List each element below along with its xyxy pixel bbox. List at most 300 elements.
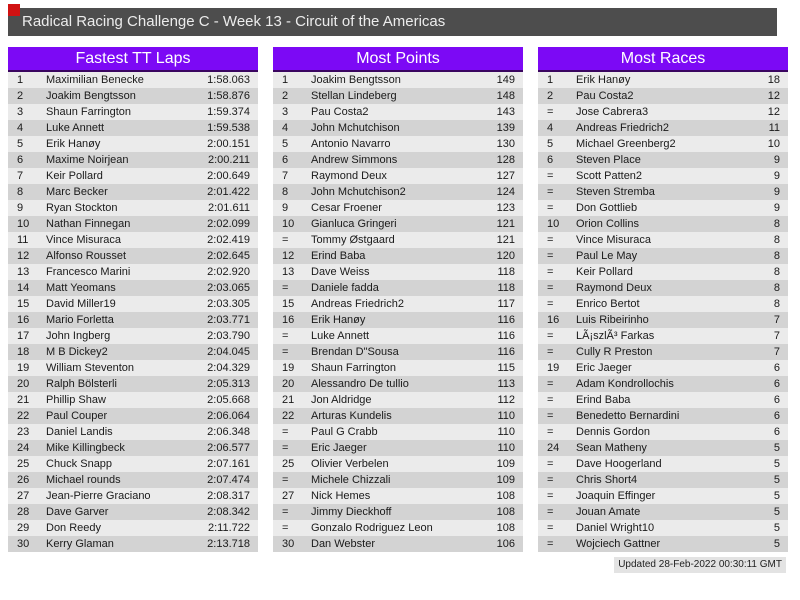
driver-name-cell: Olivier Verbelen xyxy=(311,458,389,470)
rank-cell: 4 xyxy=(17,122,24,134)
rank-cell: 4 xyxy=(547,122,554,134)
table-row xyxy=(538,328,788,344)
rank-cell: = xyxy=(282,330,289,342)
table-row xyxy=(273,216,523,232)
rank-cell: = xyxy=(547,202,554,214)
rank-cell: = xyxy=(547,170,554,182)
table-row xyxy=(273,520,523,536)
driver-name-cell: Eric Jaeger xyxy=(576,362,632,374)
driver-name-cell: Arturas Kundelis xyxy=(311,410,392,422)
table-row xyxy=(8,88,258,104)
driver-name-cell: Dennis Gordon xyxy=(576,426,650,438)
value-cell: 10 xyxy=(767,138,780,150)
rank-cell: = xyxy=(547,234,554,246)
value-cell: 2:00.649 xyxy=(207,170,250,182)
driver-name-cell: Tommy Østgaard xyxy=(311,234,395,246)
driver-name-cell: Dave Garver xyxy=(46,506,109,518)
driver-name-cell: Raymond Deux xyxy=(576,282,652,294)
table-row xyxy=(273,504,523,520)
rank-cell: 12 xyxy=(282,250,295,262)
driver-name-cell: Erind Baba xyxy=(311,250,366,262)
driver-name-cell: Chuck Snapp xyxy=(46,458,113,470)
table-row xyxy=(538,264,788,280)
table-row xyxy=(538,200,788,216)
page-title: Radical Racing Challenge C - Week 13 - Circuit of the Americas xyxy=(22,13,446,30)
rank-cell: 20 xyxy=(282,378,295,390)
table-row xyxy=(538,168,788,184)
value-cell: 6 xyxy=(773,410,780,422)
driver-name-cell: Nathan Finnegan xyxy=(46,218,131,230)
driver-name-cell: Jose Cabrera3 xyxy=(576,106,649,118)
driver-name-cell: Kerry Glaman xyxy=(46,538,114,550)
table-row xyxy=(538,216,788,232)
driver-name-cell: Alessandro De tullio xyxy=(311,378,409,390)
value-cell: 5 xyxy=(773,442,780,454)
rank-cell: 30 xyxy=(17,538,30,550)
table-title: Most Races xyxy=(538,47,788,72)
rank-cell: 20 xyxy=(17,378,30,390)
table-row xyxy=(8,184,258,200)
table-row xyxy=(273,456,523,472)
rank-cell: 10 xyxy=(282,218,295,230)
rank-cell: 17 xyxy=(17,330,30,342)
value-cell: 6 xyxy=(773,378,780,390)
driver-name-cell: Keir Pollard xyxy=(46,170,103,182)
rank-cell: = xyxy=(282,234,289,246)
value-cell: 148 xyxy=(496,90,515,102)
rank-cell: = xyxy=(547,506,554,518)
value-cell: 2:01.611 xyxy=(207,202,250,214)
table-row xyxy=(8,520,258,536)
value-cell: 6 xyxy=(773,362,780,374)
table-row xyxy=(273,360,523,376)
driver-name-cell: Luis Ribeirinho xyxy=(576,314,649,326)
value-cell: 117 xyxy=(497,298,515,310)
table-row xyxy=(538,360,788,376)
table-row xyxy=(8,200,258,216)
rank-cell: 9 xyxy=(17,202,24,214)
rank-cell: 12 xyxy=(17,250,30,262)
driver-name-cell: Maximilian Benecke xyxy=(46,74,144,86)
table-row xyxy=(273,184,523,200)
value-cell: 12 xyxy=(767,90,780,102)
table-row xyxy=(538,536,788,552)
table-row xyxy=(273,72,523,88)
value-cell: 2:06.577 xyxy=(207,442,250,454)
driver-name-cell: Shaun Farrington xyxy=(46,106,131,118)
table-row xyxy=(8,360,258,376)
driver-name-cell: Michele Chizzali xyxy=(311,474,391,486)
rank-cell: 16 xyxy=(17,314,30,326)
value-cell: 108 xyxy=(496,490,515,502)
table-row xyxy=(538,408,788,424)
driver-name-cell: Enrico Bertot xyxy=(576,298,640,310)
driver-name-cell: Erik Hanøy xyxy=(576,74,631,86)
rank-cell: 21 xyxy=(17,394,30,406)
rank-cell: = xyxy=(547,250,554,262)
table-row xyxy=(8,104,258,120)
driver-name-cell: Marc Becker xyxy=(46,186,108,198)
driver-name-cell: Gianluca Gringeri xyxy=(311,218,397,230)
value-cell: 2:02.645 xyxy=(207,250,250,262)
table-title: Fastest TT Laps xyxy=(8,47,258,72)
value-cell: 2:04.329 xyxy=(207,362,250,374)
value-cell: 2:03.790 xyxy=(207,330,250,342)
updated-timestamp: Updated 28-Feb-2022 00:30:11 GMT xyxy=(614,557,786,573)
table-row xyxy=(273,120,523,136)
value-cell: 143 xyxy=(496,106,515,118)
table-row xyxy=(538,392,788,408)
rank-cell: 10 xyxy=(547,218,560,230)
driver-name-cell: Jon Aldridge xyxy=(311,394,372,406)
value-cell: 124 xyxy=(496,186,515,198)
value-cell: 110 xyxy=(497,426,515,438)
table-row xyxy=(8,168,258,184)
rank-cell: 11 xyxy=(17,234,29,246)
driver-name-cell: Daniel Landis xyxy=(46,426,113,438)
table-row xyxy=(8,312,258,328)
driver-name-cell: LÃ¡szlÃ³ Farkas xyxy=(576,330,655,342)
table-row xyxy=(8,152,258,168)
table-row xyxy=(538,344,788,360)
table-row xyxy=(273,424,523,440)
rank-cell: 1 xyxy=(547,74,554,86)
rank-cell: 19 xyxy=(547,362,560,374)
red-square-marker xyxy=(8,4,20,16)
table-row xyxy=(8,72,258,88)
driver-name-cell: Michael rounds xyxy=(46,474,121,486)
driver-name-cell: Jouan Amate xyxy=(576,506,641,518)
value-cell: 2:08.342 xyxy=(207,506,250,518)
driver-name-cell: Wojciech Gattner xyxy=(576,538,661,550)
driver-name-cell: Erik Hanøy xyxy=(311,314,366,326)
rank-cell: = xyxy=(282,442,289,454)
leaderboard-table-1 xyxy=(8,47,258,552)
rank-cell: 21 xyxy=(282,394,295,406)
driver-name-cell: Andreas Friedrich2 xyxy=(576,122,669,134)
value-cell: 120 xyxy=(496,250,515,262)
driver-name-cell: John Mchutchison xyxy=(311,122,400,134)
rank-cell: 2 xyxy=(282,90,289,102)
table-body xyxy=(538,72,788,552)
driver-name-cell: Maxime Noirjean xyxy=(46,154,129,166)
value-cell: 2:02.099 xyxy=(207,218,250,230)
table-row xyxy=(538,472,788,488)
driver-name-cell: Pau Costa2 xyxy=(576,90,634,102)
table-body xyxy=(8,72,258,552)
table-row xyxy=(273,376,523,392)
driver-name-cell: Adam Kondrollochis xyxy=(576,378,674,390)
value-cell: 2:06.064 xyxy=(207,410,250,422)
rank-cell: 8 xyxy=(17,186,24,198)
value-cell: 2:01.422 xyxy=(207,186,250,198)
table-row xyxy=(273,344,523,360)
driver-name-cell: Jean-Pierre Graciano xyxy=(46,490,151,502)
rank-cell: 5 xyxy=(547,138,554,150)
driver-name-cell: Luke Annett xyxy=(311,330,370,342)
rank-cell: 9 xyxy=(282,202,289,214)
table-row xyxy=(273,88,523,104)
value-cell: 116 xyxy=(497,346,515,358)
rank-cell: 18 xyxy=(17,346,30,358)
rank-cell: 26 xyxy=(17,474,30,486)
value-cell: 109 xyxy=(496,474,515,486)
rank-cell: 29 xyxy=(17,522,30,534)
rank-cell: = xyxy=(282,426,289,438)
value-cell: 123 xyxy=(496,202,515,214)
table-row xyxy=(538,488,788,504)
table-row xyxy=(8,232,258,248)
rank-cell: 4 xyxy=(282,122,289,134)
rank-cell: 22 xyxy=(282,410,295,422)
table-body xyxy=(273,72,523,552)
rank-cell: 14 xyxy=(17,282,30,294)
table-row xyxy=(538,440,788,456)
table-row xyxy=(538,520,788,536)
rank-cell: = xyxy=(547,186,554,198)
table-row xyxy=(273,328,523,344)
rank-cell: 5 xyxy=(282,138,289,150)
value-cell: 108 xyxy=(496,522,515,534)
value-cell: 1:59.538 xyxy=(207,122,250,134)
driver-name-cell: Daniele fadda xyxy=(311,282,379,294)
rank-cell: 25 xyxy=(17,458,30,470)
value-cell: 108 xyxy=(496,506,515,518)
value-cell: 5 xyxy=(773,458,780,470)
rank-cell: = xyxy=(547,378,554,390)
table-row xyxy=(273,392,523,408)
rank-cell: 6 xyxy=(282,154,289,166)
rank-cell: 24 xyxy=(547,442,560,454)
value-cell: 110 xyxy=(497,410,515,422)
rank-cell: 2 xyxy=(547,90,554,102)
rank-cell: = xyxy=(282,282,289,294)
table-row xyxy=(8,392,258,408)
table-row xyxy=(8,248,258,264)
table-row xyxy=(273,488,523,504)
driver-name-cell: Luke Annett xyxy=(46,122,105,134)
rank-cell: = xyxy=(547,394,554,406)
rank-cell: 25 xyxy=(282,458,295,470)
value-cell: 2:03.305 xyxy=(207,298,250,310)
table-row xyxy=(8,504,258,520)
page-title-bar xyxy=(8,8,777,36)
driver-name-cell: Dan Webster xyxy=(311,538,375,550)
value-cell: 2:04.045 xyxy=(207,346,250,358)
rank-cell: 6 xyxy=(547,154,554,166)
rank-cell: 8 xyxy=(282,186,289,198)
table-row xyxy=(273,264,523,280)
driver-name-cell: Andreas Friedrich2 xyxy=(311,298,404,310)
rank-cell: 16 xyxy=(547,314,560,326)
driver-name-cell: Pau Costa2 xyxy=(311,106,369,118)
value-cell: 2:03.771 xyxy=(207,314,250,326)
table-row xyxy=(8,376,258,392)
table-row xyxy=(538,504,788,520)
rank-cell: 27 xyxy=(282,490,295,502)
table-row xyxy=(273,168,523,184)
rank-cell: = xyxy=(547,538,554,550)
driver-name-cell: Jimmy Dieckhoff xyxy=(311,506,392,518)
driver-name-cell: Ryan Stockton xyxy=(46,202,118,214)
table-row xyxy=(8,216,258,232)
table-row xyxy=(538,136,788,152)
driver-name-cell: Michael Greenberg2 xyxy=(576,138,676,150)
rank-cell: 15 xyxy=(282,298,295,310)
rank-cell: 7 xyxy=(282,170,289,182)
table-row xyxy=(538,248,788,264)
rank-cell: 27 xyxy=(17,490,30,502)
rank-cell: = xyxy=(547,282,554,294)
value-cell: 112 xyxy=(497,394,515,406)
driver-name-cell: Shaun Farrington xyxy=(311,362,396,374)
rank-cell: 3 xyxy=(17,106,24,118)
table-row xyxy=(538,456,788,472)
value-cell: 121 xyxy=(496,218,515,230)
table-row xyxy=(538,296,788,312)
driver-name-cell: Sean Matheny xyxy=(576,442,647,454)
value-cell: 2:11.722 xyxy=(207,522,250,534)
driver-name-cell: John Mchutchison2 xyxy=(311,186,406,198)
driver-name-cell: Eric Jaeger xyxy=(311,442,367,454)
driver-name-cell: William Steventon xyxy=(46,362,135,374)
driver-name-cell: Steven Stremba xyxy=(576,186,655,198)
rank-cell: = xyxy=(547,346,554,358)
table-row xyxy=(538,72,788,88)
value-cell: 2:08.317 xyxy=(207,490,250,502)
table-row xyxy=(8,136,258,152)
table-row xyxy=(273,408,523,424)
driver-name-cell: Vince Misuraca xyxy=(576,234,651,246)
table-row xyxy=(273,312,523,328)
table-row xyxy=(8,472,258,488)
table-row xyxy=(538,280,788,296)
value-cell: 2:02.419 xyxy=(207,234,250,246)
value-cell: 116 xyxy=(497,314,515,326)
driver-name-cell: Erik Hanøy xyxy=(46,138,101,150)
value-cell: 2:05.313 xyxy=(207,378,250,390)
table-row xyxy=(538,424,788,440)
value-cell: 8 xyxy=(773,250,780,262)
value-cell: 127 xyxy=(496,170,515,182)
rank-cell: = xyxy=(282,506,289,518)
value-cell: 149 xyxy=(496,74,515,86)
rank-cell: = xyxy=(547,458,554,470)
table-row xyxy=(538,152,788,168)
value-cell: 110 xyxy=(497,442,515,454)
table-row xyxy=(8,456,258,472)
value-cell: 1:58.063 xyxy=(207,74,250,86)
table-row xyxy=(538,104,788,120)
rank-cell: 1 xyxy=(282,74,289,86)
driver-name-cell: Brendan D"Sousa xyxy=(311,346,399,358)
rank-cell: = xyxy=(547,298,554,310)
driver-name-cell: Daniel Wright10 xyxy=(576,522,655,534)
value-cell: 1:58.876 xyxy=(207,90,250,102)
rank-cell: = xyxy=(282,522,289,534)
driver-name-cell: Joakim Bengtsson xyxy=(46,90,136,102)
value-cell: 130 xyxy=(496,138,515,150)
value-cell: 118 xyxy=(497,282,515,294)
table-row xyxy=(538,184,788,200)
rank-cell: 19 xyxy=(17,362,30,374)
table-row xyxy=(273,296,523,312)
value-cell: 2:00.151 xyxy=(207,138,250,150)
value-cell: 5 xyxy=(773,506,780,518)
value-cell: 5 xyxy=(773,474,780,486)
value-cell: 115 xyxy=(497,362,515,374)
rank-cell: = xyxy=(282,474,289,486)
rank-cell: 13 xyxy=(282,266,295,278)
table-row xyxy=(8,328,258,344)
driver-name-cell: Keir Pollard xyxy=(576,266,633,278)
table-row xyxy=(273,232,523,248)
value-cell: 6 xyxy=(773,426,780,438)
driver-name-cell: Dave Weiss xyxy=(311,266,370,278)
driver-name-cell: Cesar Froener xyxy=(311,202,382,214)
value-cell: 8 xyxy=(773,218,780,230)
rank-cell: = xyxy=(547,426,554,438)
driver-name-cell: M B Dickey2 xyxy=(46,346,108,358)
value-cell: 2:07.161 xyxy=(207,458,250,470)
table-row xyxy=(273,248,523,264)
table-row xyxy=(273,136,523,152)
value-cell: 8 xyxy=(773,282,780,294)
value-cell: 7 xyxy=(773,314,780,326)
driver-name-cell: Steven Place xyxy=(576,154,641,166)
driver-name-cell: Joaquin Effinger xyxy=(576,490,656,502)
value-cell: 12 xyxy=(767,106,780,118)
value-cell: 5 xyxy=(773,522,780,534)
driver-name-cell: Raymond Deux xyxy=(311,170,387,182)
table-row xyxy=(538,232,788,248)
rank-cell: 15 xyxy=(17,298,30,310)
rank-cell: = xyxy=(547,266,554,278)
rank-cell: = xyxy=(547,106,554,118)
driver-name-cell: Phillip Shaw xyxy=(46,394,106,406)
table-row xyxy=(273,104,523,120)
driver-name-cell: Erind Baba xyxy=(576,394,631,406)
table-row xyxy=(8,536,258,552)
driver-name-cell: Paul G Crabb xyxy=(311,426,378,438)
rank-cell: 16 xyxy=(282,314,295,326)
value-cell: 1:59.374 xyxy=(207,106,250,118)
driver-name-cell: Scott Patten2 xyxy=(576,170,643,182)
driver-name-cell: Benedetto Bernardini xyxy=(576,410,680,422)
table-row xyxy=(8,296,258,312)
rank-cell: 28 xyxy=(17,506,30,518)
table-row xyxy=(8,280,258,296)
driver-name-cell: Don Reedy xyxy=(46,522,102,534)
value-cell: 7 xyxy=(773,330,780,342)
value-cell: 8 xyxy=(773,298,780,310)
rank-cell: 13 xyxy=(17,266,30,278)
driver-name-cell: Mario Forletta xyxy=(46,314,114,326)
value-cell: 118 xyxy=(497,266,515,278)
leaderboards-container xyxy=(8,47,788,552)
rank-cell: 6 xyxy=(17,154,24,166)
value-cell: 18 xyxy=(767,74,780,86)
rank-cell: = xyxy=(547,490,554,502)
table-row xyxy=(8,424,258,440)
value-cell: 2:03.065 xyxy=(207,282,250,294)
driver-name-cell: Nick Hemes xyxy=(311,490,371,502)
rank-cell: 5 xyxy=(17,138,24,150)
rank-cell: 24 xyxy=(17,442,30,454)
rank-cell: = xyxy=(282,346,289,358)
value-cell: 9 xyxy=(773,170,780,182)
value-cell: 2:06.348 xyxy=(207,426,250,438)
